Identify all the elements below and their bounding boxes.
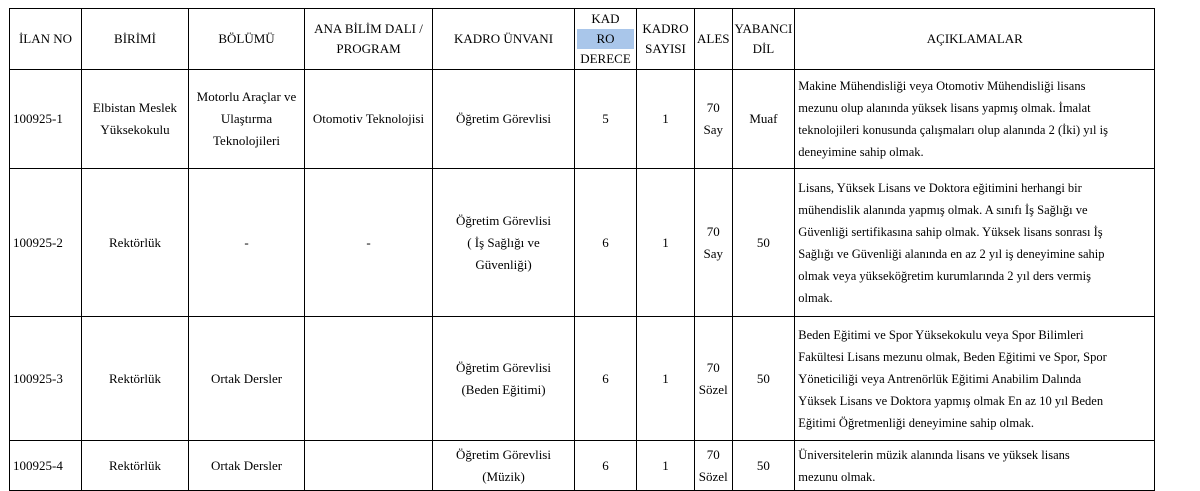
cell-aciklamalar [795,70,1155,169]
cell-ilan-no [10,70,82,169]
job-listing-table [9,8,1155,491]
table-row [10,169,1155,317]
cell-kadro-sayisi [637,317,695,441]
cell-ales [695,441,733,491]
cell-line: Makine Mühendisliği veya Otomotiv Mühendisliği lisans [798,79,1086,93]
cell-kadro-sayisi [637,70,695,169]
cell-line: Yüksek Lisans ve Doktora yapmış olmak En az 10 yıl Beden [798,393,1104,408]
header-birimi: BİRİMİ [82,9,189,70]
cell-value: 6 [602,370,609,386]
table-row [10,70,1155,169]
cell-ales [695,317,733,441]
cell-value: 6 [602,457,609,473]
cell-yabanci-dil [732,169,795,317]
cell-value: 1 [662,111,669,126]
cell-yabanci-dil [732,441,795,491]
cell-line: Elbistan Meslek [92,100,178,115]
cell-kadro-unvani [433,317,575,441]
cell-kadro-unvani [433,441,575,491]
cell-line: Öğretim Görevlisi [456,212,551,228]
cell-line: mezunu olmak. [798,469,876,484]
cell-line: deneyimine sahip olmak. [798,145,924,159]
header-ilan-no: İLAN NO [10,9,82,70]
cell-aciklamalar [795,317,1155,441]
cell-line: Fakültesi Lisans mezunu olmak, Beden Eğitimi ve Spor, Spor [798,349,1107,364]
cell-kadro-sayisi [637,169,695,317]
header-ales: ALES [695,9,733,70]
table-row [10,317,1155,441]
header-aciklamalar: AÇIKLAMALAR [795,9,1155,70]
header-row [10,9,1155,70]
cell-line: olmak veya yükseköğretim kurumlarında 2 yıl ders vermiş [798,268,1091,283]
cell-value: 50 [756,370,770,386]
cell-value: 1 [662,370,669,386]
cell-ana-bilim-dali [305,169,433,317]
cell-line: mühendislik alanında yapmış olmak. A sınıfı İş Sağlığı ve [798,202,1088,217]
cell-line: Ulaştırma [220,111,273,126]
cell-line: Güvenliği) [475,256,532,272]
cell-aciklamalar [795,441,1155,491]
cell-ales [695,70,733,169]
cell-kadro-derece [575,70,637,169]
cell-birimi [82,317,189,441]
cell-value: 50 [756,234,770,250]
cell-line: (Beden Eğitimi) [461,381,546,397]
cell-line: - [366,234,371,250]
cell-kadro-unvani [433,70,575,169]
cell-ana-bilim-dali [305,441,433,491]
cell-line: Otomotiv Teknolojisi [312,111,425,126]
cell-line: Yöneticiliği veya Antrenörlük Eğitimi Anabilim Dalında [798,371,1082,386]
header-ana-bilim-dali: ANA BİLİM DALI / PROGRAM [305,9,433,70]
cell-birimi [82,169,189,317]
cell-kadro-sayisi [637,441,695,491]
cell-line: 70 [706,446,720,462]
header-kadro-derece: KAD RO DERECE [575,9,637,70]
cell-yabanci-dil [732,317,795,441]
cell-line: Sözel [698,381,728,397]
header-kadro-sayisi: KADRO SAYISI [637,9,695,70]
cell-ana-bilim-dali [305,317,433,441]
cell-line: 70 [706,100,720,115]
cell-line: 70 [706,223,720,239]
cell-value: 5 [602,111,609,126]
cell-line: Öğretim Görevlisi [456,446,551,462]
cell-line: 70 [706,359,720,375]
cell-line: - [244,234,249,250]
cell-bolumu [189,317,305,441]
cell-line: ( İş Sağlığı ve [467,234,540,250]
cell-line: Beden Eğitimi ve Spor Yüksekokulu veya Spor Bilimleri [798,327,1084,342]
cell-line: Motorlu Araçlar ve [196,89,297,104]
cell-ilan-no [10,317,82,441]
cell-line: Yüksekokulu [100,122,170,137]
cell-kadro-derece [575,169,637,317]
cell-value: 100925-3 [13,370,63,386]
cell-value: 6 [602,234,609,250]
cell-bolumu [189,169,305,317]
cell-value: 100925-1 [13,111,63,126]
cell-ilan-no [10,441,82,491]
cell-kadro-derece [575,317,637,441]
cell-bolumu [189,441,305,491]
cell-bolumu [189,70,305,169]
table-row [10,441,1155,491]
header-yabanci-dil: YABANCI DİL [732,9,795,70]
cell-ales [695,169,733,317]
cell-line: Lisans, Yüksek Lisans ve Doktora eğitimini herhangi bir [798,180,1082,195]
cell-ilan-no [10,169,82,317]
cell-line: Say [703,245,723,261]
cell-line: Eğitimi Öğretmenliği deneyimine sahip olmak. [798,415,1035,430]
cell-line: Ortak Dersler [210,370,283,386]
cell-line: Rektörlük [109,457,161,473]
cell-value: 100925-2 [13,234,63,250]
cell-line: (Müzik) [482,468,525,484]
cell-line: teknolojileri konusunda çalışmaları olup alanında 2 (İki) yıl iş [798,123,1108,137]
cell-aciklamalar [795,169,1155,317]
cell-line: Rektörlük [109,234,161,250]
text-selection-highlight: RO [577,29,634,49]
cell-value: 1 [662,234,669,250]
cell-line: Sağlığı ve Güvenliği alanında en az 2 yıl iş deneyimine sahip [798,246,1105,261]
header-bolumu: BÖLÜMÜ [189,9,305,70]
cell-value: 1 [662,457,669,473]
cell-kadro-derece [575,441,637,491]
cell-ana-bilim-dali [305,70,433,169]
cell-line: Rektörlük [109,370,161,386]
cell-line: Üniversitelerin müzik alanında lisans ve yüksek lisans [798,447,1070,462]
cell-value: 100925-4 [13,457,63,473]
cell-line: Öğretim Görevlisi [456,111,551,126]
cell-line: olmak. [798,290,833,305]
cell-yabanci-dil [732,70,795,169]
cell-line: Güvenliği sertifikasına sahip olmak. Yüksek lisans sonrası İş [798,224,1103,239]
cell-line: Sözel [698,468,728,484]
cell-line: Say [703,122,723,137]
cell-value: Muaf [749,111,778,126]
cell-birimi [82,70,189,169]
header-kadro-unvani: KADRO ÜNVANI [433,9,575,70]
cell-value: 50 [756,457,770,473]
cell-line: Öğretim Görevlisi [456,359,551,375]
cell-line: Teknolojileri [213,133,280,148]
cell-line: mezunu olup alanında yüksek lisans yapmış olmak. İmalat [798,101,1091,115]
cell-birimi [82,441,189,491]
cell-kadro-unvani [433,169,575,317]
cell-line: Ortak Dersler [210,457,283,473]
